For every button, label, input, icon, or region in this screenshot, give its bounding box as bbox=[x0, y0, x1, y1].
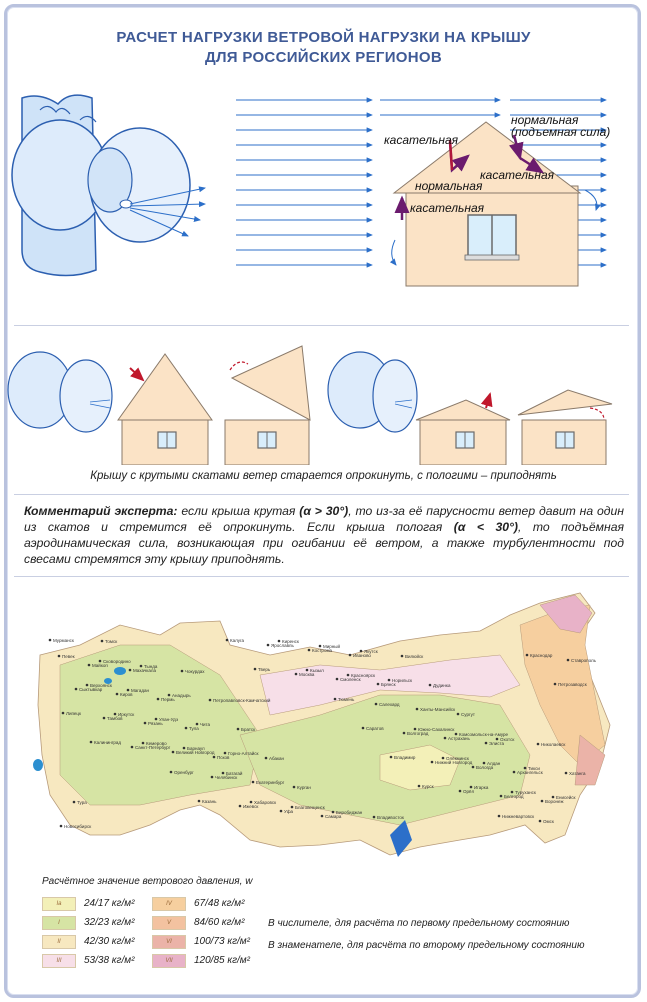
city-label: Самара bbox=[325, 814, 342, 819]
city-dot bbox=[526, 654, 529, 657]
legend-title: Расчётное значение ветрового давления, w bbox=[42, 876, 253, 887]
city-label: Певек bbox=[62, 654, 75, 659]
city-dot bbox=[280, 810, 283, 813]
legend-value: 42/30 кг/м² bbox=[84, 936, 135, 947]
divider-3 bbox=[14, 576, 629, 577]
city-dot bbox=[86, 684, 89, 687]
city-label: Ставрополь bbox=[571, 658, 596, 663]
city-label: Чокурдах bbox=[185, 669, 205, 674]
city-dot bbox=[267, 644, 270, 647]
legend-zone: IV bbox=[166, 900, 172, 907]
legend-row bbox=[42, 913, 134, 932]
city-label: Саратов bbox=[366, 726, 384, 731]
city-label: Сковородино bbox=[103, 659, 131, 664]
city-label: Киров bbox=[120, 692, 133, 697]
legend-row bbox=[152, 894, 250, 913]
city-label: Нижневартовск bbox=[502, 814, 535, 819]
city-label: Калуга bbox=[230, 638, 245, 643]
city-dot bbox=[211, 776, 214, 779]
city-dot bbox=[459, 790, 462, 793]
city-label: Курган bbox=[297, 785, 311, 790]
city-dot bbox=[265, 757, 268, 760]
city-label: Алдан bbox=[487, 761, 501, 766]
city-dot bbox=[114, 713, 117, 716]
legend-zone: II bbox=[57, 938, 61, 945]
city-label: Москва bbox=[299, 672, 315, 677]
city-label: Иваново bbox=[353, 653, 371, 658]
city-label: Мурманск bbox=[53, 638, 74, 643]
city-label: Владимир bbox=[394, 755, 416, 760]
city-dot bbox=[99, 660, 102, 663]
legend-swatch bbox=[152, 916, 186, 930]
city-dot bbox=[403, 732, 406, 735]
city-label: Верхоянск bbox=[90, 683, 112, 688]
city-label: Сыктывкар bbox=[79, 687, 103, 692]
city-dot bbox=[483, 762, 486, 765]
city-dot bbox=[60, 825, 63, 828]
city-dot bbox=[75, 688, 78, 691]
label-normal-lift-1: нормальная bbox=[511, 113, 579, 127]
city-dot bbox=[498, 815, 501, 818]
city-label: Краснодар bbox=[530, 653, 553, 658]
city-dot bbox=[442, 757, 445, 760]
city-dot bbox=[431, 761, 434, 764]
city-label: Ярославль bbox=[271, 643, 294, 648]
city-dot bbox=[129, 669, 132, 672]
city-dot bbox=[511, 791, 514, 794]
city-dot bbox=[375, 703, 378, 706]
city-label: Санкт-Петербург bbox=[135, 745, 171, 750]
city-label: Биробиджан bbox=[336, 810, 363, 815]
steep-roof-house-2 bbox=[225, 346, 310, 465]
legend-value: 67/48 кг/м² bbox=[194, 898, 245, 909]
city-dot bbox=[416, 708, 419, 711]
city-label: Петропавловск-Камчатский bbox=[213, 698, 271, 703]
city-dot bbox=[278, 640, 281, 643]
label-normal-2: нормальная bbox=[415, 179, 483, 193]
city-label: Челябинск bbox=[215, 775, 238, 780]
city-dot bbox=[90, 741, 93, 744]
wind-face-small-2-icon bbox=[328, 352, 417, 432]
city-label: Липецк bbox=[66, 711, 81, 716]
city-label: Благовещенск bbox=[295, 805, 325, 810]
city-label: Рязань bbox=[148, 721, 163, 726]
city-dot bbox=[103, 717, 106, 720]
city-label: Киренск bbox=[282, 639, 299, 644]
city-label: Курск bbox=[422, 784, 434, 789]
city-label: Томск bbox=[105, 639, 118, 644]
city-label: Хатанга bbox=[569, 771, 586, 776]
city-label: Тверь bbox=[258, 667, 271, 672]
city-dot bbox=[101, 640, 104, 643]
city-dot bbox=[347, 674, 350, 677]
city-dot bbox=[362, 727, 365, 730]
comment-condition-2: (α < 30°) bbox=[453, 520, 518, 534]
city-dot bbox=[334, 698, 337, 701]
city-dot bbox=[455, 733, 458, 736]
city-label: Астрахань bbox=[448, 736, 470, 741]
city-dot bbox=[470, 786, 473, 789]
city-dot bbox=[472, 766, 475, 769]
city-dot bbox=[360, 650, 363, 653]
city-label: Тула bbox=[189, 726, 199, 731]
city-label: Уфа bbox=[284, 809, 294, 814]
legend-row bbox=[152, 951, 250, 970]
city-label: Горно-Алтайск bbox=[228, 751, 259, 756]
city-dot bbox=[73, 801, 76, 804]
city-label: Абакан bbox=[269, 756, 285, 761]
comment-part-1: если крыша крутая bbox=[177, 504, 300, 518]
city-label: Анадырь bbox=[172, 693, 191, 698]
city-dot bbox=[140, 665, 143, 668]
city-label: Нижний Новгород bbox=[435, 760, 473, 765]
city-label: Майкоп bbox=[92, 663, 108, 668]
legend-row bbox=[42, 951, 134, 970]
city-dot bbox=[226, 639, 229, 642]
city-label: Тында bbox=[144, 664, 158, 669]
city-dot bbox=[293, 786, 296, 789]
city-dot bbox=[349, 654, 352, 657]
city-dot bbox=[58, 655, 61, 658]
legend-value: 53/38 кг/м² bbox=[84, 955, 135, 966]
city-label: Белгород bbox=[504, 794, 524, 799]
city-dot bbox=[500, 795, 503, 798]
legend-value: 120/85 кг/м² bbox=[194, 955, 250, 966]
legend-zone: V bbox=[166, 919, 171, 926]
comment-part-3: , то подъёмная аэродинамическая сила, возникающая при огибании её ветром, а также турбулентности под свесами стремятся эту крышу приподнять. bbox=[24, 520, 625, 566]
city-label: Новосибирск bbox=[64, 824, 92, 829]
city-label: Красноярск bbox=[351, 673, 376, 678]
city-label: Калининград bbox=[94, 740, 122, 745]
divider-1 bbox=[14, 325, 629, 326]
city-dot bbox=[291, 806, 294, 809]
legend-left bbox=[42, 894, 134, 970]
comment-condition-1: (α > 30°) bbox=[299, 504, 349, 518]
city-label: Енисейск bbox=[556, 795, 576, 800]
city-label: Южно-Сахалинск bbox=[418, 727, 455, 732]
city-label: Сургут bbox=[461, 712, 475, 717]
divider-2 bbox=[14, 494, 629, 495]
city-label: Хабаровск bbox=[254, 800, 277, 805]
city-dot bbox=[250, 801, 253, 804]
city-dot bbox=[496, 738, 499, 741]
city-label: Иркутск bbox=[118, 712, 135, 717]
city-dot bbox=[185, 727, 188, 730]
city-dot bbox=[537, 743, 540, 746]
city-label: Смоленск bbox=[340, 677, 361, 682]
city-label: Воронеж bbox=[545, 799, 564, 804]
city-dot bbox=[239, 805, 242, 808]
city-label: Махачкала bbox=[133, 668, 156, 673]
city-dot bbox=[567, 659, 570, 662]
legend-swatch bbox=[42, 954, 76, 968]
city-dot bbox=[524, 767, 527, 770]
steep-roof-house-1 bbox=[118, 354, 212, 465]
legend-swatch bbox=[42, 935, 76, 949]
city-dot bbox=[183, 747, 186, 750]
city-label: Тикси bbox=[528, 766, 540, 771]
city-dot bbox=[198, 800, 201, 803]
city-dot bbox=[377, 683, 380, 686]
city-dot bbox=[295, 673, 298, 676]
city-label: Омск bbox=[543, 819, 554, 824]
city-dot bbox=[541, 800, 544, 803]
note-denominator: В знаменателе, для расчёта по второму предельному состоянию bbox=[268, 940, 585, 951]
city-label: Олёкминск bbox=[446, 756, 469, 761]
city-label: Улан-Удэ bbox=[159, 717, 179, 722]
city-dot bbox=[144, 722, 147, 725]
city-label: Магадан bbox=[131, 688, 149, 693]
city-label: Тюмень bbox=[338, 697, 355, 702]
city-label: Игарка bbox=[474, 785, 489, 790]
city-dot bbox=[172, 751, 175, 754]
legend-value: 32/23 кг/м² bbox=[84, 917, 135, 928]
page-title bbox=[0, 28, 647, 68]
city-label: Дудинка bbox=[433, 683, 451, 688]
city-label: Брянск bbox=[381, 682, 396, 687]
city-label: Казань bbox=[202, 799, 217, 804]
city-dot bbox=[373, 816, 376, 819]
city-label: Оренбург bbox=[174, 770, 194, 775]
city-label: Псков bbox=[217, 755, 230, 760]
city-dot bbox=[319, 645, 322, 648]
russia-wind-zones-map bbox=[20, 585, 620, 870]
city-dot bbox=[444, 737, 447, 740]
legend-zone: Ia bbox=[56, 900, 62, 907]
city-dot bbox=[254, 668, 257, 671]
city-dot bbox=[62, 712, 65, 715]
city-dot bbox=[157, 698, 160, 701]
city-dot bbox=[390, 756, 393, 759]
wind-diagram bbox=[0, 80, 647, 300]
city-dot bbox=[457, 713, 460, 716]
city-label: Вилюйск bbox=[405, 654, 424, 659]
legend-value: 84/60 кг/м² bbox=[194, 917, 245, 928]
city-dot bbox=[196, 723, 199, 726]
city-dot bbox=[306, 669, 309, 672]
comment-label: Комментарий эксперта: bbox=[24, 504, 178, 518]
city-dot bbox=[209, 699, 212, 702]
city-dot bbox=[308, 649, 311, 652]
expert-comment bbox=[24, 503, 624, 567]
legend-swatch bbox=[152, 897, 186, 911]
comment-part-2: , то из-за её парусности ветер давит на один из скатов и стремится её опрокинуть. Если крыша пологая bbox=[24, 504, 625, 534]
city-dot bbox=[127, 689, 130, 692]
legend-zone: VI bbox=[166, 938, 172, 945]
city-dot bbox=[116, 693, 119, 696]
city-label: Тура bbox=[77, 800, 87, 805]
city-label: Архангельск bbox=[517, 770, 543, 775]
legend-zone: III bbox=[56, 957, 62, 964]
legend-swatch bbox=[152, 954, 186, 968]
label-normal-lift-2: (подъемная сила) bbox=[511, 125, 611, 139]
roof-shapes-diagram bbox=[0, 340, 647, 465]
city-dot bbox=[170, 771, 173, 774]
title-line-2: ДЛЯ РОССИЙСКИХ РЕГИОНОВ bbox=[205, 49, 442, 66]
city-label: Мирный bbox=[323, 644, 340, 649]
city-dot bbox=[539, 820, 542, 823]
city-label: Ижевск bbox=[243, 804, 259, 809]
wind-face-small-1-icon bbox=[8, 352, 112, 432]
note-numerator: В числителе, для расчёта по первому предельному состоянию bbox=[268, 918, 570, 929]
city-label: Ханты-Мансийск bbox=[420, 707, 456, 712]
city-label: Тамбов bbox=[107, 716, 123, 721]
city-label: Норильск bbox=[392, 678, 412, 683]
city-dot bbox=[222, 772, 225, 775]
legend-value: 100/73 кг/м² bbox=[194, 936, 250, 947]
city-dot bbox=[131, 746, 134, 749]
city-dot bbox=[552, 796, 555, 799]
legend-row bbox=[152, 932, 250, 951]
legend-swatch bbox=[152, 935, 186, 949]
city-label: Туруханск bbox=[515, 790, 536, 795]
label-tangential-3: касательная bbox=[410, 201, 485, 215]
legend-zone: VII bbox=[165, 957, 173, 964]
city-dot bbox=[414, 728, 417, 731]
city-label: Вологда bbox=[476, 765, 494, 770]
legend-right bbox=[152, 894, 250, 970]
roofs-caption: Крышу с крутыми скатами ветер старается опрокинуть, с пологими – приподнять bbox=[90, 470, 557, 482]
city-label: Екатеринбург bbox=[256, 780, 285, 785]
city-dot bbox=[237, 728, 240, 731]
title-line-1: РАСЧЕТ НАГРУЗКИ ВЕТРОВОЙ НАГРУЗКИ НА КРЫШУ bbox=[116, 29, 531, 46]
city-dot bbox=[554, 683, 557, 686]
city-dot bbox=[213, 756, 216, 759]
flat-roof-house-2 bbox=[518, 390, 612, 465]
wind-cloud-face-icon bbox=[12, 95, 205, 275]
city-dot bbox=[168, 694, 171, 697]
city-dot bbox=[224, 752, 227, 755]
legend-swatch bbox=[42, 897, 76, 911]
city-label: Владивосток bbox=[377, 815, 404, 820]
city-label: Батагай bbox=[226, 771, 243, 776]
city-dot bbox=[332, 811, 335, 814]
city-label: Пермь bbox=[161, 697, 175, 702]
city-label: Кострома bbox=[312, 648, 333, 653]
legend-swatch bbox=[42, 916, 76, 930]
city-dot bbox=[49, 639, 52, 642]
legend-row bbox=[42, 932, 134, 951]
city-dot bbox=[142, 742, 145, 745]
legend-row bbox=[42, 894, 134, 913]
city-label: Элиста bbox=[489, 741, 504, 746]
legend-row bbox=[152, 913, 250, 932]
city-dot bbox=[513, 771, 516, 774]
city-dot bbox=[418, 785, 421, 788]
label-tangential-2: касательная bbox=[480, 168, 555, 182]
city-dot bbox=[155, 718, 158, 721]
city-dot bbox=[565, 772, 568, 775]
city-dot bbox=[88, 664, 91, 667]
city-label: Орёл bbox=[463, 789, 475, 794]
city-dot bbox=[401, 655, 404, 658]
city-dot bbox=[336, 678, 339, 681]
city-label: Братск bbox=[241, 727, 256, 732]
city-label: Охотск bbox=[500, 737, 515, 742]
city-label: Барнаул bbox=[187, 746, 205, 751]
city-label: Великий Новгород bbox=[176, 750, 215, 755]
city-dot bbox=[321, 815, 324, 818]
city-label: Салехард bbox=[379, 702, 400, 707]
legend-value: 24/17 кг/м² bbox=[84, 898, 135, 909]
city-dot bbox=[388, 679, 391, 682]
city-dot bbox=[485, 742, 488, 745]
city-label: Волгоград bbox=[407, 731, 429, 736]
city-label: Николаевск bbox=[541, 742, 566, 747]
label-tangential-1: касательная bbox=[384, 133, 459, 147]
city-label: Кемерово bbox=[146, 741, 167, 746]
city-label: Чита bbox=[200, 722, 211, 727]
city-label: Кызыл bbox=[310, 668, 324, 673]
legend-zone: I bbox=[58, 919, 60, 926]
city-dot bbox=[252, 781, 255, 784]
city-dot bbox=[181, 670, 184, 673]
city-dot bbox=[429, 684, 432, 687]
flat-roof-house-1 bbox=[416, 394, 510, 465]
city-label: Комсомольск-на-Амуре bbox=[459, 732, 509, 737]
city-label: Петрозаводск bbox=[558, 682, 587, 687]
city-label: Якутск bbox=[364, 649, 378, 654]
